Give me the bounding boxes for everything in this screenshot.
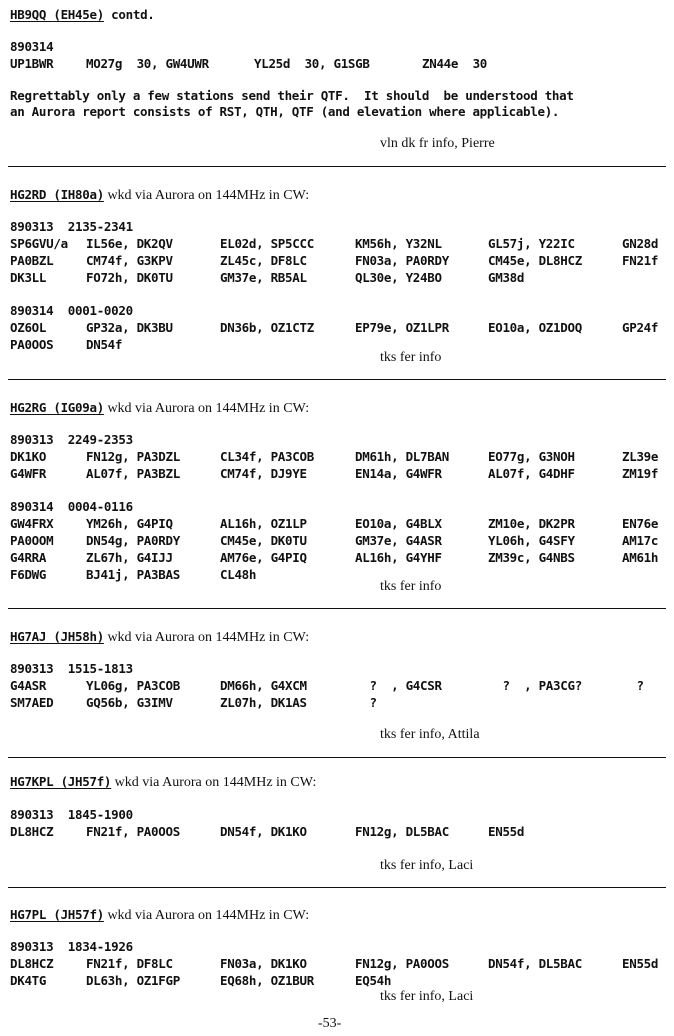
log-cell: GP24f [622, 320, 659, 335]
section-divider [8, 608, 666, 609]
log-cell: ZL45c, DF8LC [220, 253, 307, 268]
log-cell: DM61h, DL7BAN [355, 449, 449, 464]
log-cell: DL63h, OZ1FGP [86, 973, 180, 988]
log-cell: YL06g, PA3COB [86, 678, 180, 693]
log-cell: ZL39e [622, 449, 659, 464]
block-date: 890313 2249-2353 [10, 432, 133, 447]
log-cell: EL02d, SP5CCC [220, 236, 314, 251]
section-heading-text: wkd via Aurora on 144MHz in CW: [103, 630, 310, 645]
log-cell: ? , PA3CG? [488, 678, 582, 693]
section-signature: tks fer info, Laci [380, 989, 474, 1004]
log-cell: YL06h, G4SFY [488, 533, 575, 548]
log-cell: FN12g, PA3DZL [86, 449, 180, 464]
log-cell: BJ41j, PA3BAS [86, 567, 180, 582]
section-callsign: HG7AJ (JH58h) [10, 629, 104, 644]
log-cell: G4ASR [10, 678, 47, 693]
log-cell: SP6GVU/a [10, 236, 68, 251]
header-date: 890314 [10, 39, 54, 54]
block-date: 890313 1834-1926 [10, 939, 133, 954]
log-cell: ZM39c, G4NBS [488, 550, 575, 565]
log-cell: FN03a, DK1KO [220, 956, 307, 971]
section-signature: tks fer info [380, 350, 442, 365]
log-cell: CM45e, DK0TU [220, 533, 307, 548]
section-heading-text: wkd via Aurora on 144MHz in CW: [103, 401, 310, 416]
section-signature: tks fer info, Laci [380, 858, 474, 873]
log-cell: AM76e, G4PIQ [220, 550, 307, 565]
log-cell: ZM19f [622, 466, 659, 481]
log-cell: CL34f, PA3COB [220, 449, 314, 464]
log-cell: FN21f, PA0OOS [86, 824, 180, 839]
section-callsign: HG2RG (IG09a) [10, 400, 104, 415]
log-cell: DL8HCZ [10, 956, 54, 971]
block-date: 890313 2135-2341 [10, 219, 133, 234]
log-cell: GN28d [622, 236, 659, 251]
header-suffix: contd. [103, 7, 155, 22]
log-cell: PA0BZL [10, 253, 54, 268]
log-cell: DK1KO [10, 449, 47, 464]
log-cell: ZM10e, DK2PR [488, 516, 575, 531]
section-heading [10, 628, 309, 646]
log-cell: EQ68h, OZ1BUR [220, 973, 314, 988]
log-cell: EQ54h [355, 973, 392, 988]
section-heading [10, 773, 316, 791]
header-entry-1: UP1BWR [10, 56, 54, 71]
section-callsign: HG7KPL (JH57f) [10, 774, 112, 789]
log-cell: EO10a, G4BLX [355, 516, 442, 531]
log-cell: DK4TG [10, 973, 47, 988]
section-heading [10, 906, 309, 924]
log-cell: FN12g, DL5BAC [355, 824, 449, 839]
header-signature: vln dk fr info, Pierre [380, 136, 495, 151]
block-date: 890313 1515-1813 [10, 661, 133, 676]
log-cell: CM74f, DJ9YE [220, 466, 307, 481]
header-entry-3: YL25d 30, G1SGB [254, 56, 370, 71]
log-cell: DN54f, DK1KO [220, 824, 307, 839]
log-cell: DN36b, OZ1CTZ [220, 320, 314, 335]
section-heading [10, 399, 309, 417]
block-date: 890313 1845-1900 [10, 807, 133, 822]
log-cell: CL48h [220, 567, 257, 582]
log-cell: FN21f, DF8LC [86, 956, 173, 971]
log-cell: AL16h, G4YHF [355, 550, 442, 565]
log-cell: GM37e, G4ASR [355, 533, 442, 548]
header-note-line-2: an Aurora report consists of RST, QTH, QTF (and elevation where applicable). [10, 104, 560, 119]
log-cell: EO77g, G3NOH [488, 449, 575, 464]
log-cell: GQ56b, G3IMV [86, 695, 173, 710]
log-cell: GW4FRX [10, 516, 54, 531]
section-divider [8, 379, 666, 380]
log-cell: ? [355, 695, 377, 710]
section-callsign: HG2RD (IH80a) [10, 187, 104, 202]
header-callsign: HB9QQ (EH45e) [10, 7, 104, 22]
log-cell: CM45e, DL8HCZ [488, 253, 582, 268]
section-heading [10, 186, 309, 204]
log-cell: DN54f, DL5BAC [488, 956, 582, 971]
log-cell: FN21f [622, 253, 659, 268]
log-cell: EP79e, OZ1LPR [355, 320, 449, 335]
log-cell: G4WFR [10, 466, 47, 481]
log-cell: EO10a, OZ1DOQ [488, 320, 582, 335]
log-cell: ZL67h, G4IJJ [86, 550, 173, 565]
log-cell: AL16h, OZ1LP [220, 516, 307, 531]
section-divider [8, 166, 666, 167]
header-title-line [10, 6, 155, 23]
section-signature: tks fer info, Attila [380, 727, 480, 742]
log-cell: FN12g, PA0OOS [355, 956, 449, 971]
section-callsign: HG7PL (JH57f) [10, 907, 104, 922]
log-cell: GM38d [488, 270, 525, 285]
log-cell: DN54f [86, 337, 123, 352]
log-cell: AM17c [622, 533, 659, 548]
header-note-line-1: Regrettably only a few stations send their QTF. It should be understood that [10, 88, 574, 103]
block-date: 890314 0004-0116 [10, 499, 133, 514]
log-cell: ? , G4CSR [355, 678, 442, 693]
log-cell: GM37e, RB5AL [220, 270, 307, 285]
log-cell: G4RRA [10, 550, 47, 565]
log-cell: EN14a, G4WFR [355, 466, 442, 481]
section-signature: tks fer info [380, 579, 442, 594]
log-cell: GP32a, DK3BU [86, 320, 173, 335]
log-cell: AL07f, PA3BZL [86, 466, 180, 481]
log-cell: QL30e, Y24BO [355, 270, 442, 285]
log-cell: EN76e [622, 516, 659, 531]
section-heading-text: wkd via Aurora on 144MHz in CW: [111, 775, 317, 790]
log-cell: GL57j, Y22IC [488, 236, 575, 251]
log-cell: ? [622, 678, 644, 693]
log-cell: FN03a, PA0RDY [355, 253, 449, 268]
log-cell: YM26h, G4PIQ [86, 516, 173, 531]
header-entry-2: MO27g 30, GW4UWR [86, 56, 209, 71]
log-cell: DL8HCZ [10, 824, 54, 839]
log-cell: PA0OOS [10, 337, 54, 352]
log-cell: DK3LL [10, 270, 47, 285]
log-cell: IL56e, DK2QV [86, 236, 173, 251]
log-cell: OZ6OL [10, 320, 47, 335]
log-cell: KM56h, Y32NL [355, 236, 442, 251]
section-heading-text: wkd via Aurora on 144MHz in CW: [103, 908, 310, 923]
section-divider [8, 887, 666, 888]
log-cell: FO72h, DK0TU [86, 270, 173, 285]
log-cell: F6DWG [10, 567, 47, 582]
log-cell: EN55d [488, 824, 525, 839]
block-date: 890314 0001-0020 [10, 303, 133, 318]
log-cell: DN54g, PA0RDY [86, 533, 180, 548]
log-cell: ZL07h, DK1AS [220, 695, 307, 710]
log-cell: PA0OOM [10, 533, 54, 548]
section-heading-text: wkd via Aurora on 144MHz in CW: [103, 188, 310, 203]
log-cell: SM7AED [10, 695, 54, 710]
log-cell: EN55d [622, 956, 659, 971]
section-divider [8, 757, 666, 758]
log-cell: AM61h [622, 550, 659, 565]
page-number: -53- [318, 1016, 342, 1031]
log-cell: CM74f, G3KPV [86, 253, 173, 268]
header-entry-4: ZN44e 30 [422, 56, 488, 71]
log-cell: AL07f, G4DHF [488, 466, 575, 481]
log-cell: DM66h, G4XCM [220, 678, 307, 693]
